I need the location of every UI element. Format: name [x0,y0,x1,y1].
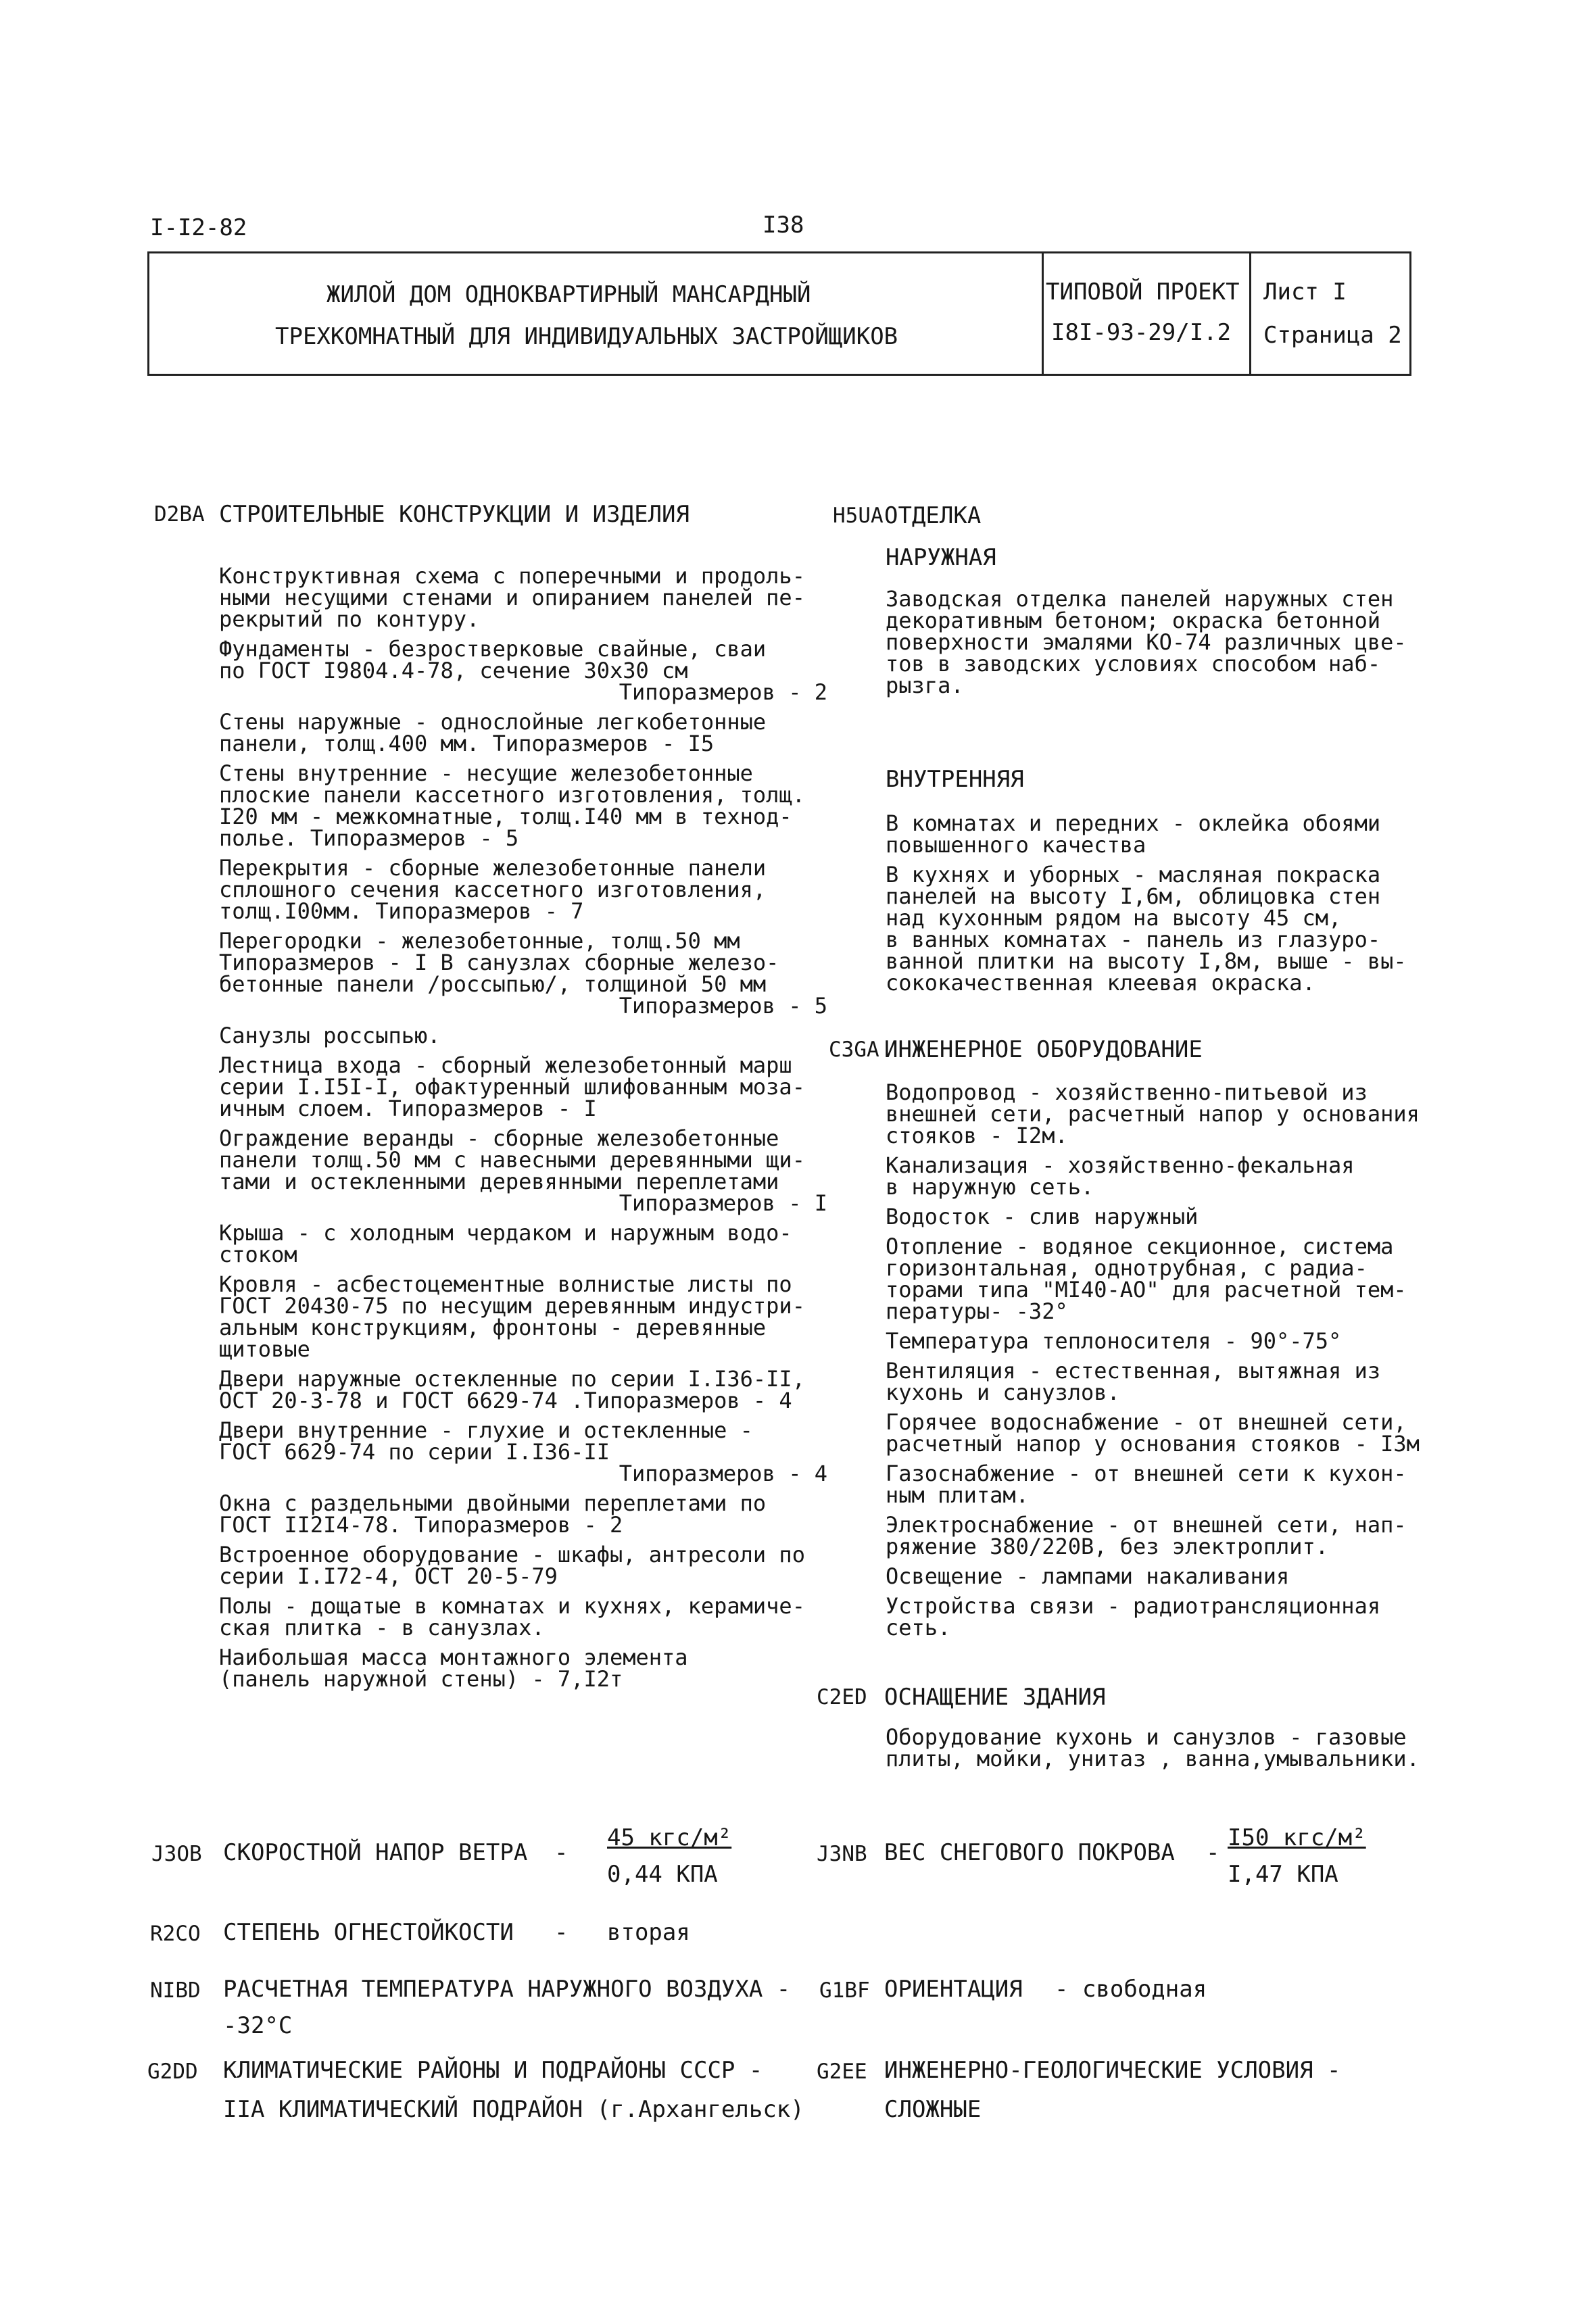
type-count: Типоразмеров - 5 [619,993,827,1019]
text-line: декоративным бетоном; окраска бетонной [886,608,1381,633]
list-item [219,762,827,849]
section-code: C3GA [829,1038,879,1062]
item-text-line: Фундаменты - безростверковые свайные, сваи [219,636,767,662]
item-text-line: Конструктивная схема с поперечными и продоль- [219,563,805,589]
item-text-line: ичным слоем. Типоразмеров - I [219,1096,597,1121]
item-text-line: толщ.I00мм. Типоразмеров - 7 [219,898,584,924]
item-text-line: щитовые [219,1336,310,1362]
item-text-line: Санузлы россыпью. [219,1023,441,1048]
item-text-line: внешней сети, расчетный напор у основания [886,1101,1420,1127]
list-item [219,1544,827,1587]
geology-line-1: ИНЖЕНЕРНО-ГЕОЛОГИЧЕСКИЕ УСЛОВИЯ - [884,2057,1341,2084]
section-code: D2BA [154,502,205,527]
item-text-line: Канализация - хозяйственно-фекальная [886,1152,1355,1178]
item-text-line: Стены наружные - однослойные легкобетонные [219,709,767,735]
list-item [886,1411,1568,1455]
construction-list [219,565,827,1698]
item-text-line: ными несущими стенами и опиранием панелей пе- [219,585,805,610]
item-text-line: Перекрытия - сборные железобетонные панели [219,855,767,881]
type-count: Типоразмеров - I [619,1190,827,1216]
item-text-line: в ванных комнатах - панель из глазуро- [886,927,1381,952]
list-item [219,565,827,630]
temperature-label: РАСЧЕТНАЯ ТЕМПЕРАТУРА НАРУЖНОГО ВОЗДУХА - [223,1976,791,2003]
item-text-line: Водопровод - хозяйственно-питьевой из [886,1079,1368,1105]
text-line: Оборудование кухонь и санузлов - газовые [886,1724,1407,1750]
list-item [886,1236,1568,1322]
item-text-line: ГОСТ II2I4-78. Типоразмеров - 2 [219,1512,623,1538]
item-text-line: по ГОСТ I9804.4-78, сечение 30х30 см [219,658,688,683]
temperature-value: -32°С [223,2012,293,2039]
item-text-line: Встроенное оборудование - шкафы, антресоли по [219,1542,805,1567]
item-text-line: ряжение 380/220В, без электроплит. [886,1534,1329,1559]
type-count: Типоразмеров - 2 [619,679,827,705]
text-line: тов в заводских условиях способом наб- [886,651,1381,677]
item-text-line: ванной плитки на высоту I,8м, выше - вы- [886,948,1407,974]
geology-line-2: СЛОЖНЫЕ [884,2096,982,2123]
section-heading: ОСНАЩЕНИЕ ЗДАНИЯ [884,1684,1106,1711]
item-text-line: расчетный напор у основания стояков - I3м [886,1431,1420,1457]
item-text-line: стоком [219,1242,297,1267]
param-code: NIBD [150,1978,201,2003]
item-text-line: пературы- -32° [886,1298,1068,1324]
param-code: G2DD [147,2060,198,2084]
item-text-line: горизонтальная, однотрубная, с радиа- [886,1255,1368,1281]
item-text-line: Наибольшая масса монтажного элемента [219,1644,688,1670]
orientation-label: ОРИЕНТАЦИЯ [884,1976,1023,2003]
item-text-line: В кухнях и уборных - масляная покраска [886,862,1381,887]
snow-value-kpa: I,47 КПА [1228,1861,1338,1888]
list-item [219,1127,827,1214]
list-item [219,1419,827,1484]
item-text-line: Освещение - лампами накаливания [886,1563,1290,1589]
item-text-line: рекрытий по контуру. [219,606,480,632]
section-code: H5UA [833,504,884,528]
list-item [219,1595,827,1638]
list-item [219,857,827,922]
item-text-line: Двери наружные остекленные по серии I.I36-II, [219,1366,805,1392]
climate-line-2: IIА КЛИМАТИЧЕСКИЙ ПОДРАЙОН (г.Архангельск) [223,2096,804,2123]
item-text-line: Крыша - с холодным чердаком и наружным водо- [219,1220,792,1246]
dash: - [554,1919,569,1946]
item-text-line: серии I.I72-4, ОСТ 20-5-79 [219,1563,558,1589]
list-item [219,930,827,1017]
item-text-line: альным конструкциям, фронтоны - деревянные [219,1315,767,1340]
item-text-line: Перегородки - железобетонные, толщ.50 мм [219,928,740,954]
item-text-line: сплошного сечения кассетного изготовления, [219,877,767,902]
item-text-line: ГОСТ 6629-74 по серии I.I36-II [219,1439,610,1465]
list-item [219,1222,827,1265]
item-text-line: Кровля - асбестоцементные волнистые листы по [219,1271,792,1297]
item-text-line: Ограждение веранды - сборные железобетонные [219,1125,779,1151]
item-text-line: ным плитам. [886,1482,1029,1508]
text-line: Заводская отделка панелей наружных стен [886,586,1394,612]
item-text-line: Полы - дощатые в комнатах и кухнях, керамиче- [219,1593,805,1619]
item-text-line: плоские панели кассетного изготовления, толщ. [219,782,805,808]
item-text-line: Температура теплоносителя - 90°-75° [886,1328,1342,1354]
title-block [147,251,1411,376]
list-item [219,1644,827,1692]
snow-value-kgs: I50 кгс/м² [1228,1824,1366,1851]
list-item [219,1273,827,1360]
list-item [219,1492,827,1536]
item-text-line: Вентиляция - естественная, вытяжная из [886,1358,1381,1384]
item-text-line: Двери внутренние - глухие и остекленные - [219,1417,753,1443]
list-item [886,1206,1568,1227]
item-text-line: Лестница входа - сборный железобетонный марш [219,1052,792,1078]
section-heading: СТРОИТЕЛЬНЫЕ КОНСТРУКЦИИ И ИЗДЕЛИЯ [219,501,690,528]
wind-label: СКОРОСТНОЙ НАПОР ВЕТРА [223,1839,528,1866]
list-item [886,1565,1568,1587]
item-text-line: сококачественная клеевая окраска. [886,970,1315,996]
item-text-line: ОСТ 20-3-78 и ГОСТ 6629-74 .Типоразмеров - 4 [219,1388,792,1413]
item-text-line: Стены внутренние - несущие железобетонные [219,760,753,786]
item-text-line: панели толщ.50 мм с навесными деревянными щи- [219,1147,805,1173]
item-text-line: ская плитка - в санузлах. [219,1615,545,1640]
param-code: G1BF [819,1978,870,2003]
item-text-line: панели, толщ.400 мм. Типоразмеров - I5 [219,731,715,756]
engineering-list [886,1081,1568,1647]
item-text-line: панелей на высоту I,6м, облицовка стен [886,883,1381,909]
item-text-line: Типоразмеров - I В санузлах сборные железо- [219,950,779,975]
list-item [886,1330,1568,1352]
list-item [886,1081,1568,1146]
equipment-text [886,1726,1568,1770]
param-code: R2CO [150,1922,201,1946]
series-number: I-I2-82 [150,214,247,241]
text-line: плиты, мойки, унитаз , ванна,умывальники. [886,1746,1420,1772]
item-text-line: бетонные панели /россыпью/, толщиной 50 мм [219,971,767,997]
list-item [219,1025,827,1046]
title-line-2: ТРЕХКОМНАТНЫЙ ДЛЯ ИНДИВИДУАЛЬНЫХ ЗАСТРОЙЩИКОВ [275,323,898,350]
dash: - [554,1839,569,1866]
item-text-line: серии I.I5I-I, офактуренный шлифованным моза- [219,1074,805,1100]
inner-finish-text [886,812,1568,1002]
climate-line-1: КЛИМАТИЧЕСКИЕ РАЙОНЫ И ПОДРАЙОНЫ СССР - [223,2057,763,2084]
item-text-line: (панель наружной стены) - 7,I2т [219,1666,623,1692]
text-line: поверхности эмалями КО-74 различных цве- [886,629,1407,655]
list-item [219,1054,827,1119]
section-heading: ИНЖЕНЕРНОЕ ОБОРУДОВАНИЕ [884,1036,1203,1063]
item-text-line: В комнатах и передних - оклейка обоями [886,810,1381,836]
list-item [886,1154,1568,1198]
item-text-line: над кухонным рядом на высоту 45 см, [886,905,1342,931]
list-item [886,1360,1568,1403]
param-code: J3OB [151,1842,202,1866]
list-item [886,864,1568,994]
item-text-line: ГОСТ 20430-75 по несущим деревянным индустри- [219,1293,805,1319]
list-item [886,812,1568,856]
sheet-label: Лист I [1263,278,1347,306]
item-text-line: кухонь и санузлов. [886,1380,1120,1405]
dash: - [1206,1839,1220,1866]
item-text-line: Отопление - водяное секционное, система [886,1234,1394,1259]
list-item [886,1514,1568,1557]
outer-finish-text [886,588,1568,696]
section-heading: ОТДЕЛКА [884,502,982,529]
list-item [886,1595,1568,1638]
project-label: ТИПОВОЙ ПРОЕКТ [1046,278,1240,306]
wind-value-kpa: 0,44 КПА [607,1861,718,1888]
item-text-line: в наружную сеть. [886,1174,1094,1200]
item-text-line: I20 мм - межкомнатные, толщ.I40 мм в технод- [219,804,792,829]
list-item [886,1463,1568,1506]
item-text-line: полье. Типоразмеров - 5 [219,825,519,851]
item-text-line: стояков - I2м. [886,1123,1068,1148]
param-code: G2EE [817,2060,867,2084]
item-text-line: сеть. [886,1615,951,1640]
list-item [219,1368,827,1411]
item-text-line: Устройства связи - радиотрансляционная [886,1593,1381,1619]
item-text-line: повышенного качества [886,832,1146,858]
item-text-line: торами типа "МI40-АО" для расчетной тем- [886,1277,1407,1302]
subsection-heading: НАРУЖНАЯ [886,544,996,571]
item-text-line: тами и остекленными деревянными переплетами [219,1169,779,1194]
page-label: Страница 2 [1263,322,1402,349]
fire-value: вторая [607,1919,690,1946]
page-number: I38 [763,212,804,239]
project-number: I8I-93-29/I.2 [1051,319,1232,346]
item-text-line: Окна с раздельными двойными переплетами по [219,1490,767,1516]
param-code: J3NB [817,1842,867,1866]
item-text-line: Водосток - слив наружный [886,1204,1199,1229]
list-item [219,711,827,754]
subsection-heading: ВНУТРЕННЯЯ [886,766,1024,793]
item-text-line: Горячее водоснабжение - от внешней сети, [886,1409,1407,1435]
fire-label: СТЕПЕНЬ ОГНЕСТОЙКОСТИ [223,1919,514,1946]
title-line-1: ЖИЛОЙ ДОМ ОДНОКВАРТИРНЫЙ МАНСАРДНЫЙ [327,281,811,308]
type-count: Типоразмеров - 4 [619,1461,827,1486]
item-text-line: Электроснабжение - от внешней сети, нап- [886,1512,1407,1538]
item-text-line: Газоснабжение - от внешней сети к кухон- [886,1461,1407,1486]
section-code: C2ED [817,1685,867,1709]
snow-label: ВЕС СНЕГОВОГО ПОКРОВА [884,1839,1175,1866]
text-line: рызга. [886,673,964,698]
list-item [219,638,827,703]
wind-value-kgs: 45 кгс/м² [607,1824,732,1851]
orientation-value: - свободная [1055,1976,1207,2003]
